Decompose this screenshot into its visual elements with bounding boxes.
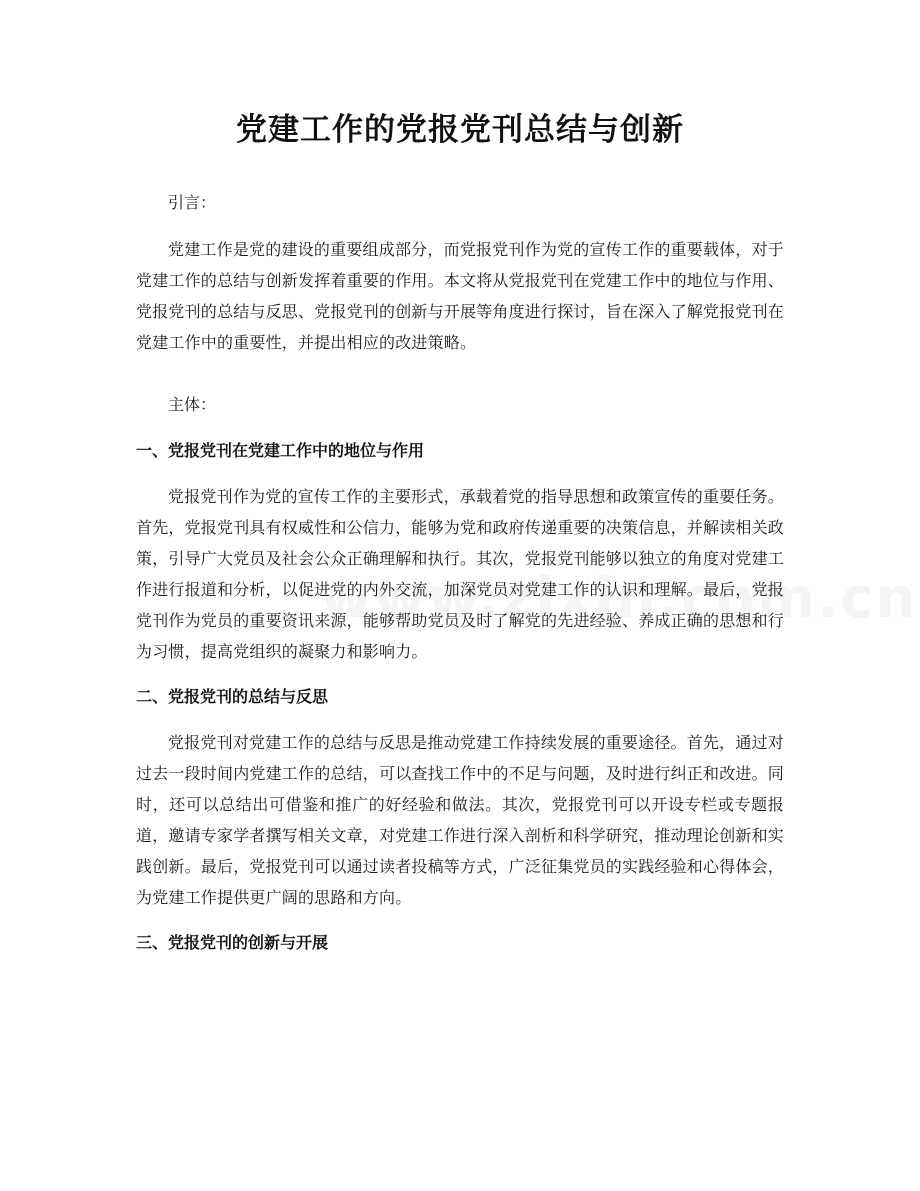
intro-paragraph: 党建工作是党的建设的重要组成部分，而党报党刊作为党的宣传工作的重要载体，对于党建工作的总结与创新发挥着重要的作用。本文将从党报党刊在党建工作中的地位与作用、党报党刊的总结与反思、党报党刊的创新与开展等角度进行探讨，旨在深入了解党报党刊在党建工作中的重要性，并提出相应的改进策略。 — [136, 240, 785, 352]
section-heading-1: 一、党报党刊在党建工作中的地位与作用 — [136, 441, 425, 460]
section-paragraph-2: 党报党刊对党建工作的总结与反思是推动党建工作持续发展的重要途径。首先，通过对过去一段时间内党建工作的总结，可以查找工作中的不足与问题，及时进行纠正和改进。同时，还可以总结出可借鉴和推广的好经验和做法。其次，党报党刊可以开设专栏或专题报道，邀请专家学者撰写相关文章，对党建工作进行深入剖析和科学研究，推动理论创新和实践创新。最后，党报党刊可以通过读者投稿等方式，广泛征集党员的实践经验和心得体会，为党建工作提供更广阔的思路和方向。 — [136, 733, 785, 907]
intro-label: 引言： — [168, 193, 217, 212]
section-heading-2: 二、党报党刊的总结与反思 — [136, 687, 329, 706]
section-heading-3: 三、党报党刊的创新与开展 — [136, 933, 329, 952]
body-label: 主体： — [168, 395, 217, 414]
section-paragraph-1: 党报党刊作为党的宣传工作的主要形式，承载着党的指导思想和政策宣传的重要任务。首先，党报党刊具有权威性和公信力，能够为党和政府传递重要的决策信息，并解读相关政策，引导广大党员及社会公众正确理解和执行。其次，党报党刊能够以独立的角度对党建工作进行报道和分析，以促进党的内外交流，加深党员对党建工作的认识和理解。最后，党报党刊作为党员的重要资讯来源，能够帮助党员及时了解党的先进经验、养成正确的思想和行为习惯，提高党组织的凝聚力和影响力。 — [136, 487, 785, 661]
document-title: 党建工作的党报党刊总结与创新 — [236, 112, 684, 148]
